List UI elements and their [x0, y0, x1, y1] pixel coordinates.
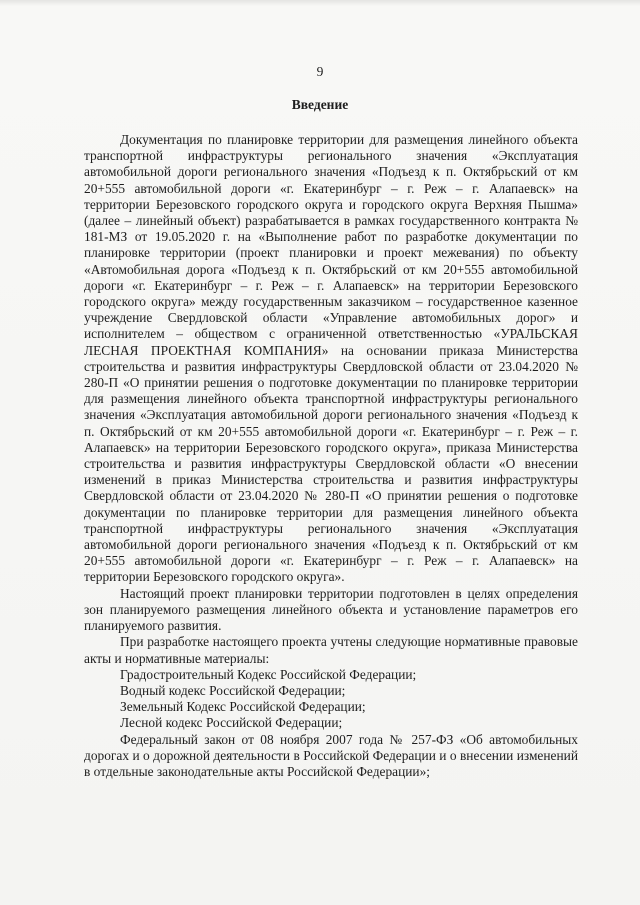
paragraph-federal-law: Федеральный закон от 08 ноября 2007 года № 257-ФЗ «Об автомобильных дорогах и о дорожной деятельности в Российской Федерации и о внесении изменений в отдельные законодательные акты Российской Федерации»; [84, 731, 578, 779]
list-item-land-code: Земельный Кодекс Российской Федерации; [120, 699, 366, 715]
body-text [84, 132, 578, 780]
section-heading: Введение [291, 97, 349, 112]
list-item-water-code: Водный кодекс Российской Федерации; [120, 682, 346, 698]
page-number: 9 [316, 64, 324, 79]
list-item-forest-code: Лесной кодекс Российской Федерации; [120, 715, 343, 731]
scan-edge [0, 0, 640, 6]
paragraph-regulations: При разработке настоящего проекта учтены следующие нормативные правовые акты и нормативные материалы: [84, 634, 578, 666]
list-item-urban-code: Градостроительный Кодекс Российской Федерации; [120, 666, 417, 682]
paragraph-intro: Документация по планировке территории для размещения линейного объекта транспортной инфраструктуры регионального значения «Эксплуатация автомобильной дороги регионального значения «Подъезд к п. Октябрьский от км 20+555 автомобильной дороги «г. Екатеринбург – г. Реж – г. Алапаевск» на территории Березовского городского округа и городского округа Верхняя Пышма» (далее – линейный объект) разрабатывается в рамках государственного контракта № 181-МЗ от 19.05.2020 г. на «Выполнение работ по разработке документации по планировке территории (проект планировки и проект межевания) по объекту «Автомобильная дорога «Подъезд к п. Октябрьский от км 20+555 автомобильной дороги «г. Екатеринбург – г. Реж – г. Алапаевск» на территории Березовского городского округа» между государственным заказчиком – государственное казенное учреждение Свердловской области «Управление автомобильных дорог» и исполнителем – обществом с ограниченной ответственностью «УРАЛЬСКАЯ ЛЕСНАЯ ПРОЕКТНАЯ КОМПАНИЯ» на основании приказа Министерства строительства и развития инфраструктуры Свердловской области от 23.04.2020 № 280-П «О принятии решения о подготовке документации по планировке территории для размещения линейного объекта транспортной инфраструктуры регионального значения «Эксплуатация автомобильной дороги регионального значения «Подъезд к п. Октябрьский от км 20+555 автомобильной дороги «г. Екатеринбург – г. Реж – г. Алапаевск» на территории Березовского городского округа», приказа Министерства строительства и развития инфраструктуры Свердловской области «О внесении изменений в приказ Министерства строительства и развития инфраструктуры Свердловской области от 23.04.2020 № 280-П «О принятии решения о подготовке документации по планировке территории для размещения линейного объекта транспортной инфраструктуры регионального значения «Эксплуатация автомобильной дороги регионального значения «Подъезд к п. Октябрьский от км 20+555 автомобильной дороги «г. Екатеринбург – г. Реж – г. Алапаевск» на территории Березовского городского округа». [84, 132, 578, 585]
paragraph-purpose: Настоящий проект планировки территории подготовлен в целях определения зон планируемого размещения линейного объекта и установление параметров его планируемого развития. [84, 585, 578, 634]
